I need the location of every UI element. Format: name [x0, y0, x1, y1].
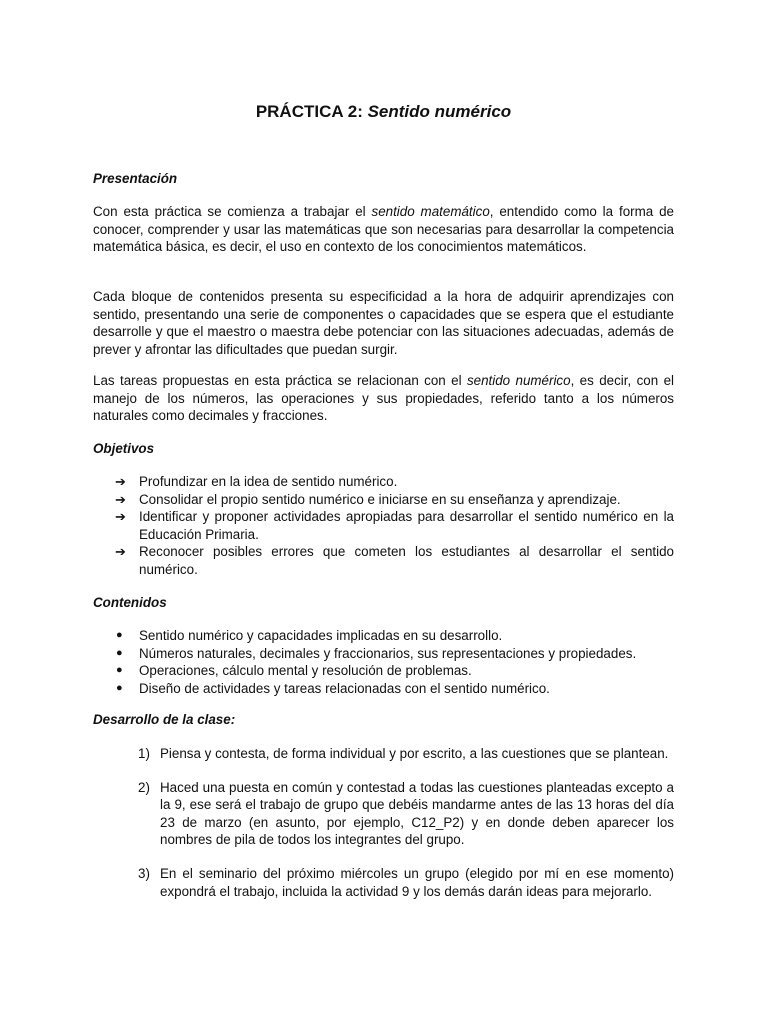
- step-number: 1): [138, 746, 150, 761]
- step-item: [138, 745, 674, 763]
- p3-text-after: , es decir, con el manejo de los números, las operaciones y sus propiedades, referido tanto a los números naturales como decimales y fracciones.: [93, 373, 674, 424]
- step-number: 2): [138, 779, 150, 795]
- paragraph-presentacion-2: Cada bloque de contenidos presenta su especificidad a la hora de adquirir aprendizajes con sentido, presentando una serie de componentes o capacidades que se espera que el estudiante desarrolle y que el maestro o maestra debe potenciar con las situaciones adecuadas, además de prever y afrontar las dificultades que puedan surgir.: [93, 289, 674, 357]
- list-item: [115, 627, 674, 645]
- list-item: [115, 473, 674, 491]
- p3-emphasis: sentido numérico: [466, 373, 571, 388]
- page-title: [93, 101, 674, 123]
- list-item-text: Profundizar en la idea de sentido numérico.: [139, 474, 398, 489]
- paragraph-presentacion-3: [93, 372, 674, 425]
- list-item: [115, 645, 674, 663]
- desarrollo-steps: [138, 745, 674, 916]
- list-item-text: Identificar y proponer actividades apropiadas para desarrollar el sentido numérico en la Educación Primaria.: [139, 509, 674, 542]
- step-text: Piensa y contesta, de forma individual y por escrito, a las cuestiones que se plantean.: [160, 746, 669, 761]
- list-item-text: Operaciones, cálculo mental y resolución de problemas.: [139, 663, 472, 679]
- paragraph-presentacion-1: [93, 203, 674, 256]
- arrow-right-icon: ➔: [115, 491, 126, 507]
- p1-text-after: , entendido como la forma de conocer, comprender y usar las matemáticas que son necesarias para desarrollar la competencia matemática básica, es decir, el uso en contexto de los conocimientos matemáticos.: [93, 204, 674, 255]
- objetivos-list: [115, 473, 674, 579]
- title-subtitle: Sentido numérico: [367, 102, 512, 121]
- list-item-text: Consolidar el propio sentido numérico e iniciarse en su enseñanza y aprendizaje.: [139, 491, 621, 507]
- step-number: 3): [138, 865, 150, 881]
- list-item: [115, 508, 674, 543]
- title-main: PRÁCTICA 2:: [255, 102, 363, 121]
- step-item: [138, 779, 674, 849]
- step-item: [138, 865, 674, 900]
- p1-text-before: Con esta práctica se comienza a trabajar el: [93, 204, 372, 219]
- list-item: [115, 662, 674, 680]
- list-item-text: Diseño de actividades y tareas relacionadas con el sentido numérico.: [139, 680, 550, 696]
- list-item-text: Números naturales, decimales y fraccionarios, sus representaciones y propiedades.: [139, 645, 637, 661]
- heading-desarrollo: Desarrollo de la clase:: [93, 712, 236, 727]
- bullet-icon: ●: [116, 681, 123, 694]
- heading-presentacion: Presentación: [93, 171, 178, 186]
- step-text: En el seminario del próximo miércoles un grupo (elegido por mí en ese momento) expondrá el trabajo, incluida la actividad 9 y los demás darán ideas para mejorarlo.: [160, 865, 674, 899]
- step-text: Haced una puesta en común y contestad a todas las cuestiones planteadas excepto a la 9, ese será el trabajo de grupo que debéis mandarme antes de las 13 horas del día 23 de marzo (en asunto, por ejemplo, C12_P2) y en donde deben aparecer los nombres de pila de todos los integrantes del grupo.: [160, 779, 674, 848]
- list-item: [115, 491, 674, 509]
- contenidos-list: [115, 627, 674, 697]
- list-item-text: Reconocer posibles errores que cometen los estudiantes al desarrollar el sentido numérico.: [139, 544, 674, 577]
- bullet-icon: ●: [116, 664, 123, 677]
- arrow-right-icon: ➔: [115, 544, 126, 560]
- p1-emphasis: sentido matemático: [371, 204, 490, 219]
- arrow-right-icon: ➔: [115, 474, 126, 489]
- arrow-right-icon: ➔: [115, 509, 126, 525]
- p3-text-before: Las tareas propuestas en esta práctica se relacionan con el: [93, 373, 467, 388]
- bullet-icon: ●: [116, 646, 123, 659]
- heading-objetivos: Objetivos: [93, 441, 155, 456]
- list-item-text: Sentido numérico y capacidades implicadas en su desarrollo.: [139, 628, 503, 643]
- heading-contenidos: Contenidos: [93, 595, 167, 610]
- bullet-icon: ●: [116, 629, 123, 641]
- list-item: [115, 543, 674, 578]
- list-item: [115, 680, 674, 698]
